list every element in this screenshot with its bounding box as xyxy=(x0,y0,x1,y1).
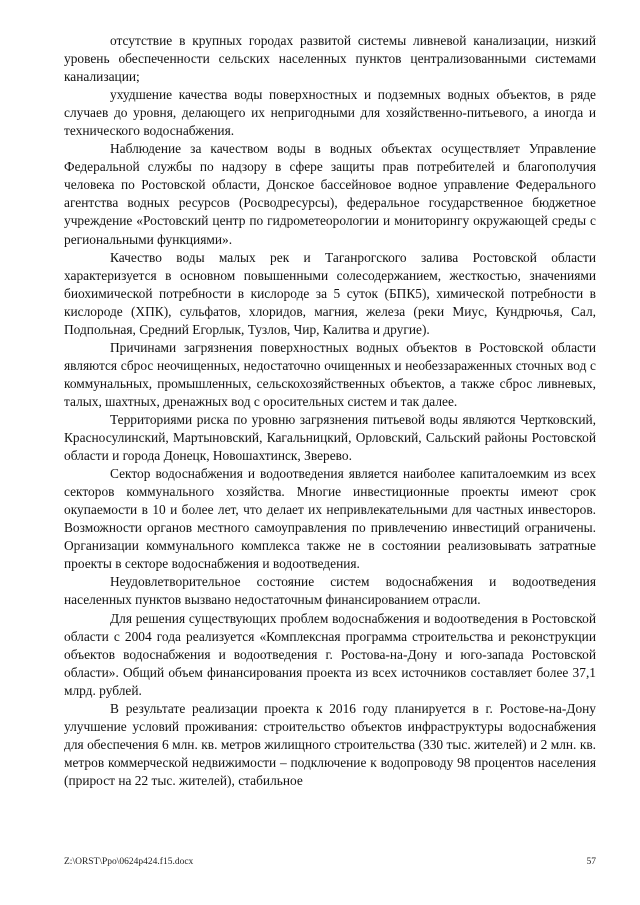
paragraph-complex-program: Для решения существующих проблем водоснабжения и водоотведения в Ростовской области с 2004 года реализуется «Комплексная программа строительства и реконструкции объектов водоснабжения и водоотведения г. Ростова-на-Дону и юго-запада Ростовской области». Общий объем финансирования проекта из всех источников составляет более 37,1 млрд. рублей. xyxy=(64,610,596,698)
paragraph-water-quality-decline: ухудшение качества воды поверхностных и подземных водных объектов, в ряде случаев до уровня, делающего их непригодными для хозяйственно-питьевого, а иногда и технического водоснабжения. xyxy=(64,87,596,139)
paragraph-monitoring-agencies: Наблюдение за качеством воды в водных объектах осуществляет Управление Федеральной службы по надзору в сфере защиты прав потребителей и благополучия человека по Ростовской области, Донское бассейновое водное управление Федерального агентства водных ресурсов (Росводресурсы), федеральное государственное бюджетное учреждение «Ростовский центр по гидрометеорологии и мониторингу окружающей среды с региональными функциями». xyxy=(64,141,596,247)
page-number: 57 xyxy=(586,857,596,867)
paragraph-risk-territories: Территориями риска по уровню загрязнения питьевой воды являются Чертковский, Красносулинский, Мартыновский, Кагальницкий, Орловский, Сальский районы Ростовской области и города Донецк, Новошахтинск, Зверево. xyxy=(64,411,596,464)
paragraph-pollution-causes: Причинами загрязнения поверхностных водных объектов в Ростовской области являются сброс неочищенных, недостаточно очищенных и необеззараженных сточных вод с коммунальных, промышленных, сельскохозяйственных объектов, а также сброс ливневых, талых, шахтных, дренажных вод с оросительных систем и так далее. xyxy=(64,339,596,409)
paragraph-project-results: В результате реализации проекта к 2016 году планируется в г. Ростове-на-Дону улучшение условий проживания: строительство объектов инфраструктуры водоснабжения для обеспечения 6 млн. кв. метров жилищного строительства (330 тыс. жителей) и 2 млн. кв. метров коммерческой недвижимости – подключение к водопроводу 98 процентов населения (прирост на 22 тыс. жителей), стабильное xyxy=(64,700,596,788)
paragraph-sewage: отсутствие в крупных городах развитой системы ливневой канализации, низкий уровень обеспеченности сельских населенных пунктов централизованными системами канализации; xyxy=(64,33,596,85)
paragraph-underfunding: Неудовлетворительное состояние систем водоснабжения и водоотведения населенных пунктов вызвано недостаточным финансированием отрасли. xyxy=(64,574,596,608)
paragraph-small-rivers: Качество воды малых рек и Таганрогского залива Ростовской области характеризуется в основном повышенными солесодержанием, жесткостью, значениями биохимической потребности в кислороде за 5 суток (БПК5), химической потребности в кислороде (ХПК), сульфатов, хлоридов, магния, железа (реки Миус, Кундрючья, Сал, Подпольная, Средний Егорлык, Тузлов, Чир, Калитва и другие). xyxy=(64,249,596,337)
paragraph-capital-intensity: Сектор водоснабжения и водоотведения является наиболее капиталоемким из всех секторов коммунального хозяйства. Многие инвестиционные проекты имеют срок окупаемости в 10 и более лет, что делает их непривлекательными для частных инвесторов. Возможности органов местного самоуправления по привлечению инвестиций ограничены. Организации коммунального комплекса также не в состоянии реализовывать затратные проекты в секторе водоснабжения и водоотведения. xyxy=(64,466,596,572)
document-body xyxy=(64,32,596,790)
footer-file-path: Z:\ORST\Ppo\0624p424.f15.docx xyxy=(64,857,194,867)
